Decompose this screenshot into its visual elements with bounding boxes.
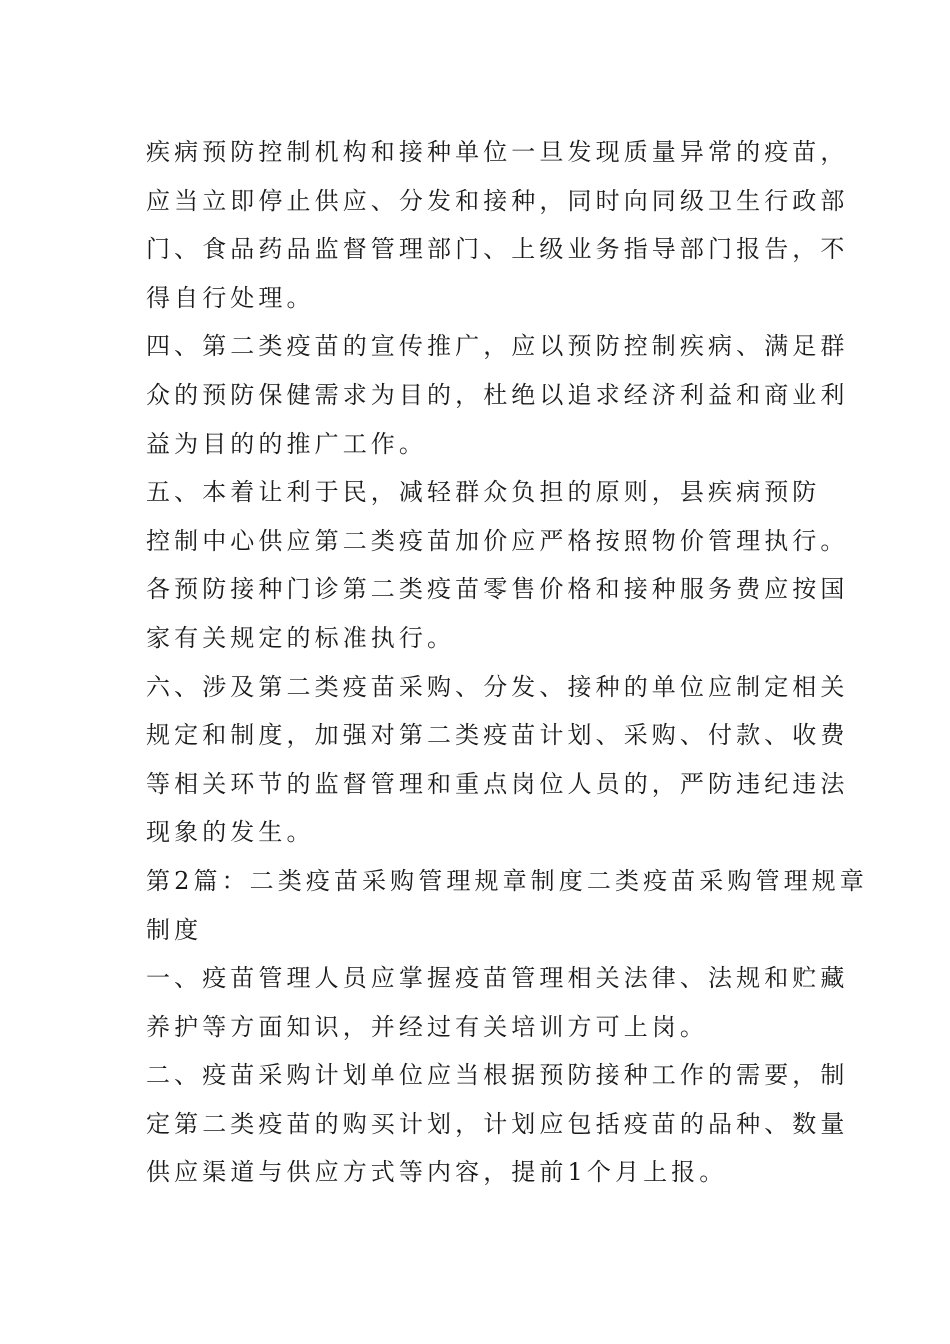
text-line: 养护等方面知识，并经过有关培训方可上岗。	[146, 1012, 708, 1041]
text-line: 家有关规定的标准执行。	[146, 623, 456, 652]
text-line: 二、疫苗采购计划单位应当根据预防接种工作的需要，制	[146, 1061, 849, 1090]
text-line: 益为目的的推广工作。	[146, 429, 427, 458]
text-line: 六、涉及第二类疫苗采购、分发、接种的单位应制定相关	[146, 672, 849, 701]
text-line: 供应渠道与供应方式等内容，提前1个月上报。	[146, 1158, 728, 1187]
text-line: 等相关环节的监督管理和重点岗位人员的，严防违纪违法	[146, 769, 849, 798]
text-line: 五、本着让利于民，减轻群众负担的原则，县疾病预防	[146, 478, 821, 507]
text-line: 疾病预防控制机构和接种单位一旦发现质量异常的疫苗，	[146, 138, 849, 166]
text-line: 一、疫苗管理人员应掌握疫苗管理相关法律、法规和贮藏	[146, 964, 849, 993]
text-line: 得自行处理。	[146, 283, 315, 312]
text-line: 应当立即停止供应、分发和接种，同时向同级卫生行政部	[146, 186, 849, 215]
section-heading: 制度	[146, 915, 203, 944]
text-line: 各预防接种门诊第二类疫苗零售价格和接种服务费应按国	[146, 575, 849, 604]
text-line: 规定和制度，加强对第二类疫苗计划、采购、付款、收费	[146, 721, 849, 750]
text-line: 控制中心供应第二类疫苗加价应严格按照物价管理执行。	[146, 526, 849, 555]
section-heading: 第2篇：二类疫苗采购管理规章制度二类疫苗采购管理规章	[146, 866, 868, 895]
document-body	[146, 128, 868, 1197]
text-line: 定第二类疫苗的购买计划，计划应包括疫苗的品种、数量	[146, 1109, 849, 1138]
text-line: 众的预防保健需求为目的，杜绝以追求经济利益和商业利	[146, 380, 849, 409]
text-line: 四、第二类疫苗的宣传推广，应以预防控制疾病、满足群	[146, 332, 849, 361]
text-line: 现象的发生。	[146, 818, 315, 847]
text-line: 门、食品药品监督管理部门、上级业务指导部门报告，不	[146, 235, 849, 264]
